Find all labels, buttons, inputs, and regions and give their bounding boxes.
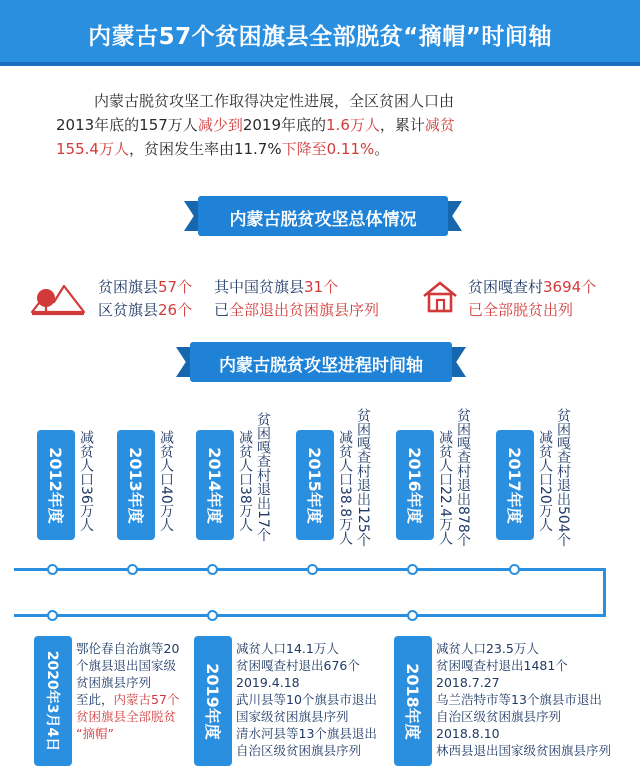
year-card-2020: 2020年3月4日: [34, 636, 72, 766]
section-overview-title: 内蒙古脱贫攻坚总体情况: [229, 210, 417, 230]
year-2014-text: 减贫人口38万人: [237, 430, 253, 532]
timeline-line-right: [603, 568, 606, 617]
year-2017-text: 减贫人口20万人: [537, 430, 553, 532]
year-2012-text: 减贫人口36万人: [78, 430, 94, 532]
page-title: 内蒙古57个贫困旗县全部脱贫“摘帽”时间轴: [88, 24, 552, 50]
year-card-2016: 2016年度: [396, 430, 434, 540]
year-2015-text2: 贫困嘎查村退出125个: [355, 408, 371, 547]
timeline-dot-2015: [307, 564, 318, 575]
year-2017-text2: 贫困嘎查村退出504个: [555, 408, 571, 547]
year-card-2018: 2018年度: [394, 636, 432, 766]
stat-counties: 贫困旗县57个 区贫旗县26个: [98, 278, 193, 319]
year-card-2013: 2013年度: [117, 430, 155, 540]
timeline-dot-2018: [407, 610, 418, 621]
timeline-dot-2013: [127, 564, 138, 575]
timeline-dot-2012: [47, 564, 58, 575]
section-overview-ribbon: [184, 196, 462, 236]
timeline-dot-2014: [207, 564, 218, 575]
year-2015-text: 减贫人口38.8万人: [337, 430, 353, 546]
house-icon: [421, 280, 459, 314]
header-banner: [0, 0, 640, 66]
timeline-dot-2020: [47, 610, 58, 621]
year-card-2019: 2019年度: [194, 636, 232, 766]
intro-paragraph: 内蒙古脱贫攻坚工作取得决定性进展，全区贫困人口由 2013年底的157万人减少到2019年底的1.6万人，累计减贫 155.4万人，贫困发生率由11.7%下降至0.11%。: [56, 92, 455, 158]
year-2016-text: 减贫人口22.4万人: [437, 430, 453, 546]
stat-villages: 贫困嘎查村3694个 已全部脱贫出列: [468, 278, 597, 319]
year-card-2012: 2012年度: [37, 430, 75, 540]
timeline-dot-2019: [207, 610, 218, 621]
year-card-2015: 2015年度: [296, 430, 334, 540]
year-2019-text: 减贫人口14.1万人 贫困嘎查村退出676个 2019.4.18 武川县等10个旗县市退出 国家级贫困旗县序列 清水河县等13个旗县退出 自治区级贫困旗县序列: [236, 641, 377, 758]
year-2014-text2: 贫困嘎查村退出17个: [255, 412, 271, 542]
stat-national-counties: 其中国贫旗县31个 已全部退出贫困旗县序列: [214, 278, 380, 319]
year-2020-text: 鄂伦春自治旗等20 个旗县退出国家级 贫困旗县序列 至此，内蒙古57个 贫困旗县全部脱贫 “摘帽”: [76, 641, 180, 741]
mountain-sun-icon: [30, 276, 86, 318]
year-2018-text: 减贫人口23.5万人 贫困嘎查村退出1481个 2018.7.27 乌兰浩特市等13个旗县市退出 自治区级贫困旗县序列 2018.8.10 林西县退出国家级贫困旗县序列: [436, 641, 612, 758]
section-timeline-title: 内蒙古脱贫攻坚进程时间轴: [219, 356, 423, 376]
section-timeline-ribbon: [176, 342, 466, 382]
year-card-2017: 2017年度: [496, 430, 534, 540]
year-2013-text: 减贫人口40万人: [158, 430, 174, 532]
timeline-line-bottom: [14, 614, 606, 617]
timeline-dot-2016: [407, 564, 418, 575]
year-card-2014: 2014年度: [196, 430, 234, 540]
year-2016-text2: 贫困嘎查村退出878个: [455, 408, 471, 547]
timeline-dot-2017: [509, 564, 520, 575]
